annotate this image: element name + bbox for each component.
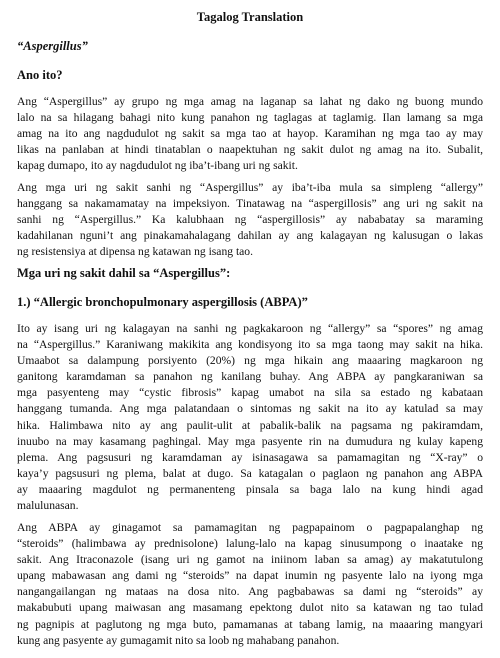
- paragraph-line: ng resistensiya at dipensa ng katawan ng isang tao.: [17, 245, 254, 259]
- paragraph-line: hika. Halimbawa nito ay ang paulit-ulit at pabalik-balik na pagsama ng pakiramdam,: [17, 418, 483, 432]
- paragraph-introduction: [17, 94, 483, 174]
- heading-aspergillus: [17, 39, 88, 54]
- paragraph-types-of-illness: [17, 180, 483, 260]
- paragraph-line: lalo na sa hilagang bahagi nito kung panahon ng taglagas at taglamig. Ilan lamang sa mga: [17, 111, 483, 125]
- paragraph-line: nangangailangan ng mataas na dosa nito. Ang pagbabawas sa dami ng “steroids” ay: [17, 585, 483, 599]
- paragraph-abpa-treatment: [17, 520, 483, 649]
- paragraph-line: plema. Ang pagsusuri ng karamdaman ay isinasagawa sa pamamagitan ng “X-ray” o: [17, 450, 483, 464]
- paragraph-line: Ang ABPA ay ginagamot sa pamamagitan ng pagpapainom o pagpapalanghap ng: [17, 521, 483, 534]
- document-title: Tagalog Translation: [196, 10, 304, 24]
- heading-what-is-it: Ano ito?: [17, 68, 63, 82]
- paragraph-line: ng pagnipis at paglutong ng mga buto, pamamanas at tabang lamig, na maaaring mangyari: [17, 617, 483, 631]
- paragraph-abpa-description: [17, 321, 483, 514]
- paragraph-line: sakit. Ang Itraconazole (isang uri ng gamot na iniinom laban sa amag) ay makatutulong: [17, 553, 483, 567]
- paragraph-line: ay maaaring magdulot ng permanenteng pinsala sa baga lalo na kung hindi agad: [17, 482, 483, 496]
- paragraph-line: kadahilanan nguni’t ang pinakamahalagang dahilan ay ang kalagayan ng kalusugan o lakas: [17, 229, 483, 243]
- paragraph-line: Umaabot sa dalampung porsiyento (20%) ng mga hikain ang maaaring magkaroon ng: [17, 354, 483, 368]
- paragraph-line: kaya’y pagsusuri ng plema, balat at dugo. Sa katagalan o paglaon ng panahon ang ABPA: [17, 466, 483, 480]
- paragraph-line: kung ang pasyente ay gumagamit nito sa loob ng mahabang panahon.: [17, 633, 340, 647]
- paragraph-line: inuubo na may kasamang paghingal. May mga pasyente rin na dumudura ng kulay kapeng: [17, 434, 483, 448]
- heading-types: Mga uri ng sakit dahil sa “Aspergillus”:: [17, 266, 231, 280]
- paragraph-line: “steroids” (halimbawa ay prednisolone) lalung-lalo na kapag sinusumpong o inaatake ng: [17, 537, 483, 551]
- paragraph-line: kapag dumapo, ito ay nagdudulot ng iba’t-ibang uri ng sakit.: [17, 159, 298, 173]
- paragraph-line: Ang mga uri ng sakit sanhi ng “Aspergillus” ay iba’t-iba mula sa simpleng “allergy”: [17, 181, 483, 194]
- heading-abpa: 1.) “Allergic bronchopulmonary aspergillosis (ABPA)”: [17, 295, 308, 309]
- paragraph-line: amag na ito ang nagdudulot ng sakit sa mga tao at hayop. Karamihan ng mga tao ay may: [17, 127, 483, 141]
- paragraph-line: makabubuti upang maiwasan ang masamang epektong dulot nito sa katawan ng tao tulad: [17, 601, 483, 615]
- paragraph-line: likas na panlaban at hindi tinatablan o naapektuhan ng sakit dulot ng amag na ito. Subalit,: [17, 143, 483, 157]
- paragraph-line: Ang “Aspergillus” ay grupo ng mga amag na laganap sa lahat ng dako ng buong mundo: [17, 95, 483, 108]
- paragraph-line: mga pasyenteng may “cystic fibrosis” kapag umabot na sila sa estado ng kabataan: [17, 386, 483, 400]
- paragraph-line: hanggang tumanda. Ang mga palatandaan o sintomas ng sakit na ito ay katulad sa may: [17, 402, 483, 416]
- paragraph-line: malulunasan.: [17, 499, 79, 513]
- paragraph-line: upang mabawasan ang dami ng “steroids” na dapat inumin ng pasyente lalo na iyong mga: [17, 569, 483, 583]
- heading-aspergillus-text: “Aspergillus”: [17, 39, 88, 53]
- paragraph-line: sanhi ng “Aspergillus.” Ka kalubhaan ng “aspergillosis” ay nababatay sa maraming: [17, 213, 483, 227]
- paragraph-line: ganitong karamdaman sa panahon ng kanilang buhay. Ang ABPA ay pangkaraniwan sa: [17, 370, 483, 384]
- paragraph-line: hanggang sa nakamamatay na impeksiyon. Tinatawag na “aspergillosis” ang uri ng sakit na: [17, 197, 483, 211]
- paragraph-line: na “Aspergillus.” Karaniwang makikita ang kondisyong ito sa mga taong may sakit na hika.: [17, 338, 483, 352]
- paragraph-line: Ito ay isang uri ng kalagayan na sanhi ng pagkakaroon ng “allergy” sa “spores” ng amag: [17, 322, 483, 335]
